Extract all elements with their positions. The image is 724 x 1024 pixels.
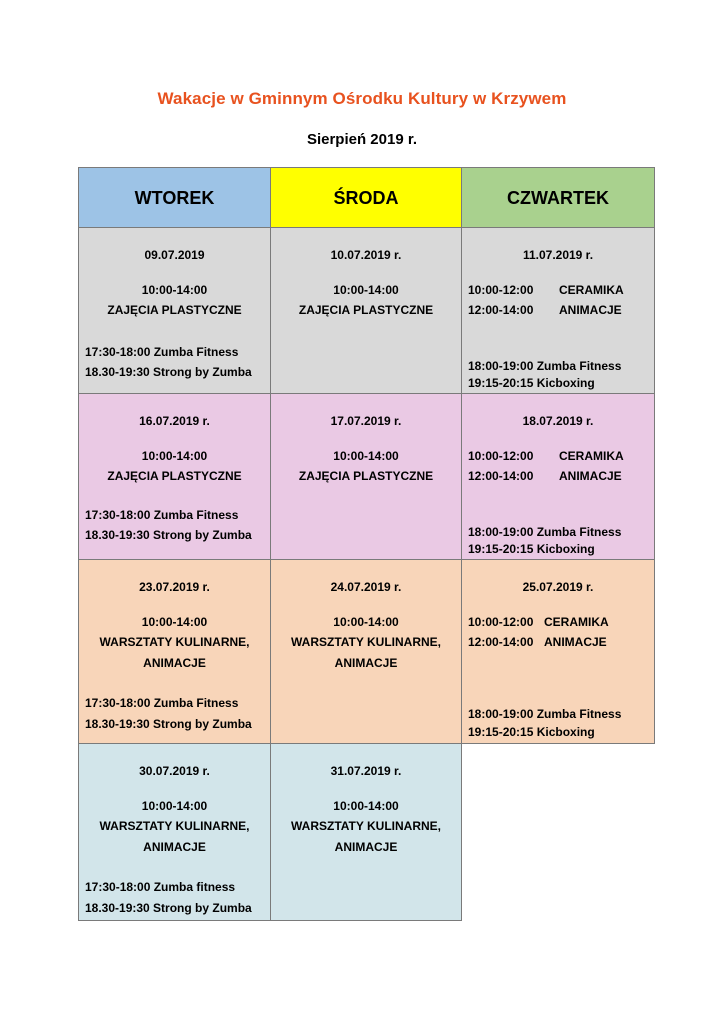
date: 18.07.2019 r. — [522, 414, 594, 428]
cell-week3-wed — [271, 560, 462, 744]
time: 10:00-14:00 — [333, 615, 399, 629]
event: 18.30-19:30 Strong by Zumba — [85, 528, 252, 542]
event: 17:30-18:00 Zumba Fitness — [85, 696, 239, 710]
activity: WARSZTATY KULINARNE, — [99, 635, 250, 649]
event: 19:15-20:15 Kicboxing — [468, 725, 595, 739]
event: 18:00-19:00 Zumba Fitness — [468, 359, 622, 373]
cell-week3-tue — [78, 560, 271, 744]
event: 17:30-18:00 Zumba fitness — [85, 880, 236, 894]
time: 12:00-14:00 — [468, 303, 534, 317]
event: 17:30-18:00 Zumba Fitness — [85, 508, 239, 522]
event: 18:00-19:00 Zumba Fitness — [468, 525, 622, 539]
header-czwartek: CZWARTEK — [462, 167, 655, 228]
cell-week3-thu — [462, 560, 655, 744]
date: 11.07.2019 r. — [522, 248, 594, 262]
time: 10:00-14:00 — [333, 799, 399, 813]
activity: CERAMIKA — [559, 283, 624, 297]
activity: ANIMACJE — [559, 469, 622, 483]
cell-week1-tue — [78, 228, 271, 394]
time: 10:00-14:00 — [141, 449, 208, 463]
time: 10:00-14:00 — [333, 449, 399, 463]
cell-week4-wed — [271, 744, 462, 921]
time: 10:00-14:00 — [141, 283, 208, 297]
activity: ZAJĘCIA PLASTYCZNE — [107, 303, 242, 317]
activity: WARSZTATY KULINARNE, — [291, 635, 441, 649]
time: 10:00-14:00 — [141, 615, 208, 629]
cell-week4-tue — [78, 744, 271, 921]
document-subtitle: Sierpień 2019 r. — [306, 131, 418, 148]
header-sroda: ŚRODA — [271, 167, 462, 228]
time: 10:00-14:00 — [141, 799, 208, 813]
date: 30.07.2019 r. — [139, 764, 210, 778]
event: 19:15-20:15 Kicboxing — [468, 542, 595, 556]
activity: WARSZTATY KULINARNE, — [291, 819, 441, 833]
activity: CERAMIKA — [544, 615, 609, 629]
event: 19:15-20:15 Kicboxing — [468, 376, 595, 390]
activity: ANIMACJE — [544, 635, 607, 649]
activity: ANIMACJE — [334, 840, 398, 854]
time: 10:00-12:00 — [468, 449, 534, 463]
cell-week2-tue — [78, 394, 271, 560]
activity: ANIMACJE — [559, 303, 622, 317]
header-wtorek: WTOREK — [78, 167, 271, 228]
date: 24.07.2019 r. — [330, 580, 402, 594]
date: 23.07.2019 r. — [139, 580, 210, 594]
schedule-table — [78, 167, 655, 921]
event: 18:00-19:00 Zumba Fitness — [468, 707, 622, 721]
time: 10:00-12:00 — [468, 615, 534, 629]
date: 25.07.2019 r. — [522, 580, 594, 594]
activity: CERAMIKA — [559, 449, 624, 463]
event: 18.30-19:30 Strong by Zumba — [85, 365, 252, 379]
activity: ANIMACJE — [143, 656, 206, 670]
date: 09.07.2019 — [144, 248, 205, 262]
activity: ZAJĘCIA PLASTYCZNE — [298, 469, 434, 483]
cell-week2-thu — [462, 394, 655, 560]
date: 31.07.2019 r. — [330, 764, 402, 778]
activity: ANIMACJE — [143, 840, 206, 854]
cell-week1-thu — [462, 228, 655, 394]
activity: ZAJĘCIA PLASTYCZNE — [107, 469, 242, 483]
date: 17.07.2019 r. — [330, 414, 402, 428]
cell-week1-wed — [271, 228, 462, 394]
event: 17:30-18:00 Zumba Fitness — [85, 345, 239, 359]
time: 10:00-12:00 — [468, 283, 534, 297]
activity: ANIMACJE — [334, 656, 398, 670]
date: 10.07.2019 r. — [330, 248, 402, 262]
date: 16.07.2019 r. — [139, 414, 210, 428]
activity: ZAJĘCIA PLASTYCZNE — [298, 303, 434, 317]
time: 12:00-14:00 — [468, 635, 534, 649]
cell-week2-wed — [271, 394, 462, 560]
time: 12:00-14:00 — [468, 469, 534, 483]
event: 18.30-19:30 Strong by Zumba — [85, 901, 252, 915]
activity: WARSZTATY KULINARNE, — [99, 819, 250, 833]
event: 18.30-19:30 Strong by Zumba — [85, 717, 252, 731]
document-title: Wakacje w Gminnym Ośrodku Kultury w Krzywem — [157, 89, 567, 108]
time: 10:00-14:00 — [333, 283, 399, 297]
